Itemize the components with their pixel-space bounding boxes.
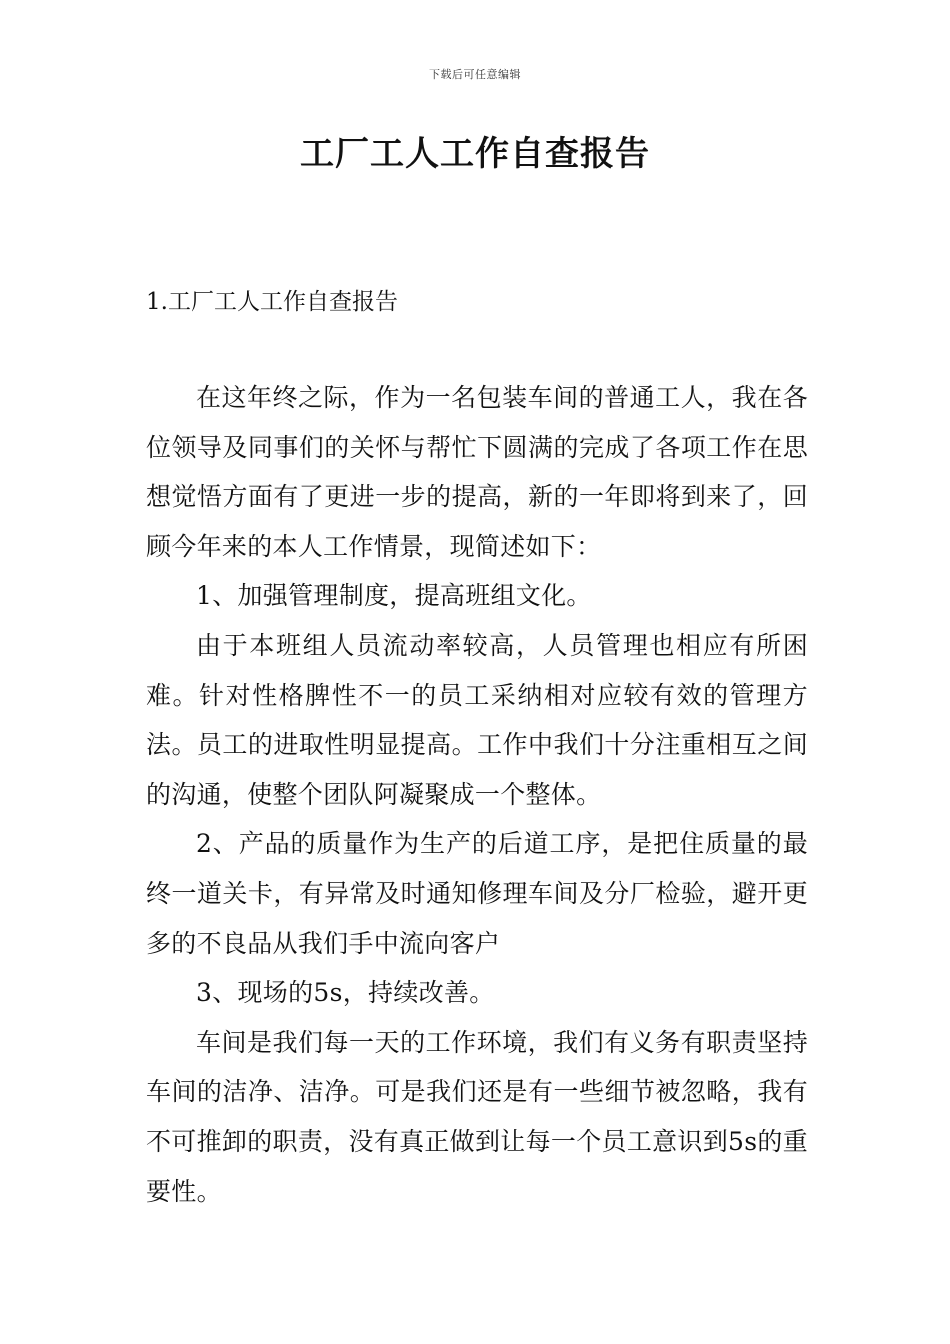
- document-title: 工厂工人工作自查报告: [300, 134, 650, 174]
- section-heading: 1.工厂工人工作自查报告: [146, 289, 398, 315]
- header-note: 下载后可任意编辑: [429, 68, 521, 81]
- paragraph-intro: 在这年终之际，作为一名包装车间的普通工人，我在各位领导及同事们的关怀与帮忙下圆满的完成了各项工作在思想觉悟方面有了更进一步的提高，新的一年即将到来了，回顾今年来的本人工作情景，现简述如下：: [146, 383, 808, 561]
- paragraph-point-1-detail: 由于本班组人员流动率较高，人员管理也相应有所困难。针对性格脾性不一的员工采纳相对应较有效的管理方法。员工的进取性明显提高。工作中我们十分注重相互之间的沟通，使整个团队阿凝聚成一个整体。: [146, 630, 808, 809]
- paragraph-point-3-detail: 车间是我们每一天的工作环境，我们有义务有职责坚持车间的洁净、洁净。可是我们还是有一些细节被忽略，我有不可推卸的职责，没有真正做到让每一个员工意识到5s的重要性。: [146, 1027, 808, 1206]
- paragraph-point-2: 2、产品的质量作为生产的后道工序，是把住质量的最终一道关卡，有异常及时通知修理车间及分厂检验，避开更多的不良品从我们手中流向客户: [146, 829, 808, 958]
- body-text: [146, 373, 808, 1216]
- paragraph-point-3: 3、现场的5s，持续改善。: [196, 978, 495, 1008]
- paragraph-point-1: 1、加强管理制度，提高班组文化。: [196, 581, 592, 611]
